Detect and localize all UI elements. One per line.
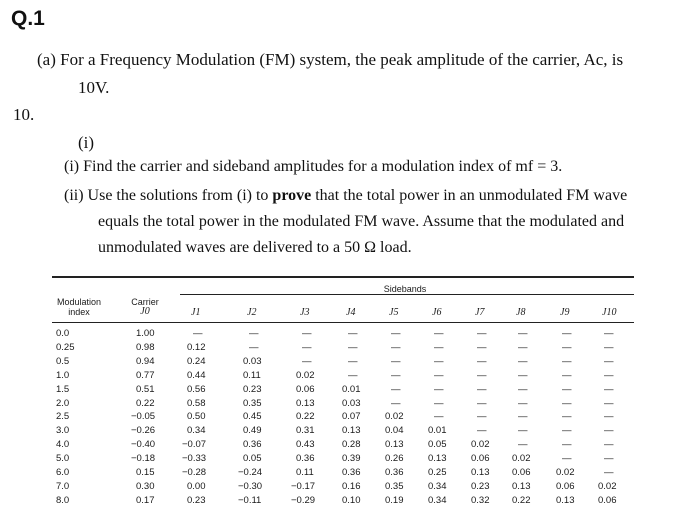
modulation-index-cell: 1.0 [56,369,70,381]
sideband-cell: 0.50 [187,411,206,423]
sideband-cell: 0.39 [342,453,361,465]
modulation-index-header [46,297,112,317]
modulation-index-cell: 0.5 [56,355,70,367]
sideband-cell: — [434,328,444,339]
modulation-index-cell: 2.0 [56,397,70,409]
question-number: Q.1 [11,7,45,30]
sideband-cell: — [604,328,614,339]
sideband-cell: 0.35 [243,397,262,409]
sideband-cell: — [604,383,614,395]
header-bottom-rule [52,322,634,323]
sideband-cell: — [518,341,528,353]
sideband-cell: −0.17 [291,480,316,492]
sideband-cell: — [604,397,614,409]
sideband-cell: 0.02 [512,453,531,465]
sideband-cell: — [434,383,444,395]
sideband-cell: 0.13 [296,397,315,409]
sideband-cell: −0.28 [182,467,207,478]
sideband-cell: — [518,328,528,339]
sideband-cell: — [604,355,614,367]
sideband-cell: 0.10 [342,494,361,506]
sideband-cell: 0.23 [243,383,262,395]
carrier-cell: 0.94 [136,355,155,367]
sideband-cell: 0.11 [243,369,261,381]
sideband-cell: — [434,397,444,409]
sideband-cell: — [477,369,487,381]
sideband-header-j10: J10 [602,307,617,318]
modulation-index-cell: 1.5 [56,383,70,395]
table-top-rule [52,276,634,278]
sideband-cell: — [477,355,487,367]
sideband-header-j7: J7 [475,307,485,318]
sideband-cell: 0.02 [296,369,315,381]
sideband-cell: — [604,439,614,451]
item-i-text: (i) Find the carrier and sideband amplitudes for a modulation index of mf = 3. [64,158,563,175]
sideband-cell: — [391,355,401,367]
sideband-cell: 0.06 [598,494,617,506]
sideband-cell: — [249,341,259,353]
modulation-index-cell: 0.25 [56,341,75,353]
sideband-cell: 0.07 [342,411,361,423]
part-a-text-line2: 10V. [78,78,110,97]
sideband-cell: — [562,355,572,367]
sideband-cell: — [477,341,487,353]
carrier-header [120,297,170,317]
sideband-cell: 0.34 [428,494,447,506]
modulation-index-cell: 4.0 [56,439,70,451]
sideband-cell: −0.30 [238,480,263,492]
sideband-cell: 0.00 [187,480,206,492]
sideband-cell: −0.07 [182,439,207,451]
sideband-cell: −0.29 [291,494,316,506]
sideband-cell: — [434,355,444,367]
sideband-cell: 0.02 [556,467,575,478]
carrier-cell: 0.98 [136,341,155,353]
modulation-index-cell: 2.5 [56,411,70,423]
sideband-header-j8: J8 [516,307,526,318]
sideband-cell: 0.01 [342,383,361,395]
sideband-cell: — [434,341,444,353]
sideband-cell: — [391,328,401,339]
modulation-index-cell: 0.0 [56,328,70,339]
sidebands-rule [180,294,634,295]
sideband-cell: — [348,369,358,381]
sideband-cell: — [477,328,487,339]
sideband-cell: 0.12 [187,341,206,353]
sidebands-label: Sidebands [383,284,427,294]
sideband-cell: 0.35 [385,480,404,492]
sideband-cell: — [302,328,312,339]
sideband-cell: — [348,355,358,367]
sideband-cell: — [434,411,444,423]
sideband-cell: 0.36 [296,453,315,465]
sideband-cell: — [477,411,487,423]
carrier-cell: 0.15 [136,467,155,478]
sideband-cell: 0.36 [342,467,361,478]
carrier-cell: 0.30 [136,480,155,492]
carrier-header-line1: Carrier [131,297,159,307]
sideband-cell: — [434,369,444,381]
carrier-header-line2: J0 [140,306,150,317]
carrier-cell: 0.77 [136,369,155,381]
sideband-cell: 0.02 [471,439,490,451]
sideband-cell: 0.31 [296,425,315,437]
sideband-cell: — [604,341,614,353]
sideband-cell: −0.24 [238,467,263,478]
modulation-index-cell: 7.0 [56,480,70,492]
item-ii-line2: equals the total power in the modulated FM wave. Assume that the modulated and [98,213,625,230]
sideband-cell: 0.13 [512,480,531,492]
sideband-cell: 0.26 [385,453,404,465]
sideband-cell: — [604,369,614,381]
sideband-cell: 0.34 [187,425,206,437]
sideband-cell: — [477,397,487,409]
modulation-index-cell: 5.0 [56,453,70,465]
sideband-cell: 0.36 [385,467,404,478]
sideband-cell: 0.11 [296,467,314,478]
sideband-cell: 0.03 [243,355,262,367]
sideband-cell: 0.49 [243,425,262,437]
carrier-cell: 0.22 [136,397,155,409]
sideband-cell: 0.28 [342,439,361,451]
sideband-cell: — [562,439,572,451]
modulation-index-cell: 3.0 [56,425,70,437]
modulation-index-cell: 8.0 [56,494,70,506]
sideband-cell: 0.13 [556,494,575,506]
carrier-cell: −0.40 [131,439,156,451]
sideband-cell: — [391,341,401,353]
sideband-cell: 0.22 [296,411,315,423]
sideband-cell: — [562,397,572,409]
sideband-cell: — [477,383,487,395]
sideband-cell: — [348,328,358,339]
sideband-cell: 0.01 [428,425,447,437]
modulation-index-cell: 6.0 [56,467,70,478]
part-a-text-line1: (a) For a Frequency Modulation (FM) system, the peak amplitude of the carrier, Ac, is [37,50,624,69]
sideband-cell: 0.05 [243,453,262,465]
sideband-cell: 0.13 [471,467,490,478]
sideband-cell: — [518,355,528,367]
sideband-header-j2: J2 [247,307,257,318]
sideband-cell: — [477,425,487,437]
sideband-cell: 0.56 [187,383,206,395]
sideband-header-j4: J4 [346,307,356,318]
sideband-header-j5: J5 [389,307,399,318]
sideband-cell: 0.23 [471,480,490,492]
carrier-cell: −0.18 [131,453,156,465]
sideband-cell: 0.02 [385,411,404,423]
sideband-cell: 0.03 [342,397,361,409]
sideband-cell: 0.36 [243,439,262,451]
sideband-cell: 0.02 [598,480,617,492]
carrier-cell: 1.00 [136,328,155,339]
sideband-cell: — [518,383,528,395]
sideband-cell: — [193,328,203,339]
item-ii-line3: unmodulated waves are delivered to a 50 Ω load. [98,239,412,256]
sideband-cell: 0.43 [296,439,315,451]
sideband-cell: — [302,341,312,353]
sideband-cell: — [562,369,572,381]
sideband-cell: 0.04 [385,425,404,437]
sideband-header-j3: J3 [300,307,310,318]
sideband-cell: 0.22 [512,494,531,506]
carrier-cell: −0.05 [131,411,156,423]
sideband-cell: 0.25 [428,467,447,478]
sideband-header-j1: J1 [191,307,201,318]
sideband-cell: — [391,369,401,381]
sideband-cell: 0.32 [471,494,490,506]
sideband-cell: — [562,411,572,423]
carrier-cell: 0.17 [136,494,155,506]
sideband-cell: 0.06 [556,480,575,492]
sideband-cell: — [518,411,528,423]
sideband-cell: — [562,425,572,437]
sideband-cell: 0.19 [385,494,404,506]
sideband-cell: −0.33 [182,453,207,465]
item-ii-bold-word: prove [272,187,312,204]
sub-part-label: (i) [78,133,95,152]
sideband-cell: — [249,328,259,339]
item-ii-suffix: that the total power in an unmodulated FM wave [315,187,628,204]
sideband-cell: 0.06 [296,383,315,395]
modulation-header-line1: Modulation [56,297,102,307]
sideband-cell: — [391,383,401,395]
sideband-cell: — [604,411,614,423]
sideband-cell: 0.45 [243,411,262,423]
sideband-cell: — [562,328,572,339]
sideband-cell: — [562,341,572,353]
sideband-header-j6: J6 [432,307,442,318]
sideband-cell: 0.44 [187,369,206,381]
sideband-cell: — [518,439,528,451]
modulation-header-line2: index [68,307,90,317]
sideband-cell: 0.24 [187,355,206,367]
sideband-cell: — [604,425,614,437]
sideband-cell: 0.23 [187,494,206,506]
sideband-cell: 0.13 [385,439,404,451]
sideband-cell: 0.34 [428,480,447,492]
sideband-cell: 0.13 [428,453,447,465]
sideband-cell: −0.11 [238,494,262,506]
sideband-cell: — [518,425,528,437]
sideband-cell: 0.06 [471,453,490,465]
sideband-cell: — [562,383,572,395]
sideband-cell: 0.05 [428,439,447,451]
item-ii-prefix: (ii) Use the solutions from (i) to [64,187,269,204]
sideband-cell: — [604,453,614,465]
sideband-cell: 0.13 [342,425,361,437]
sideband-cell: — [518,369,528,381]
sideband-cell: — [562,453,572,465]
carrier-cell: 0.51 [136,383,155,395]
side-number-label: 10. [13,105,35,124]
sideband-header-j9: J9 [560,307,570,318]
carrier-cell: −0.26 [131,425,156,437]
sideband-cell: — [348,341,358,353]
sideband-cell: 0.16 [342,480,361,492]
sideband-cell: 0.58 [187,397,206,409]
sideband-cell: — [604,467,614,478]
sideband-cell: — [302,355,312,367]
sideband-cell: 0.06 [512,467,531,478]
sideband-cell: — [391,397,401,409]
sideband-cell: — [518,397,528,409]
